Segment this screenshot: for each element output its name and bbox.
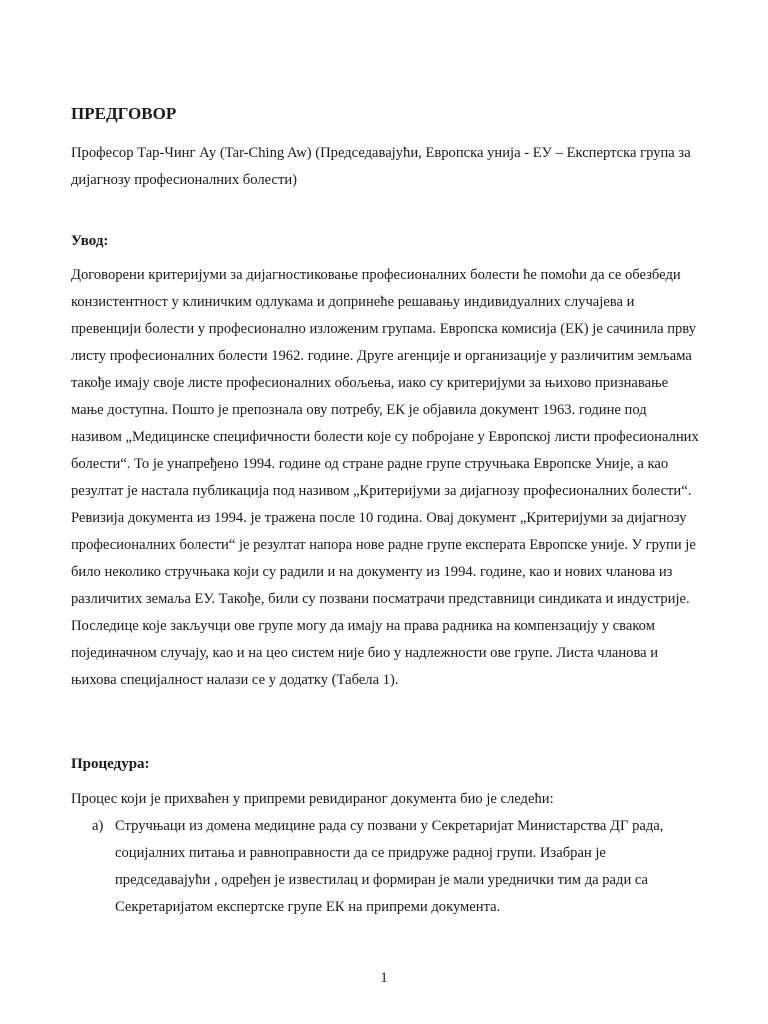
page-number: 1 [380, 970, 388, 986]
intro-paragraph: Договорени критеријуми за дијагностиковање професионалних болести ће помоћи да се обезбеди конзистентност у клиничким одлукама и допринеће решавању индивидуалних случајева и превенцији болести у професионално изложеним групама. Европска комисија (ЕК) је сачинила прву листу професионалних болести 1962. године. Друге агенције и организације у различитим земљама такође имају своје листе професионалних обољења, иако су критеријуми за њихово признавање мање доступна. Пошто је препознала ову потребу, ЕК је објавила документ 1963. године под називом „Медицинске специфичности болести које су побројане у Европској листи професионалних болести“. То је унапређено 1994. године од стране радне групе стручњака Европске Уније, а као резултат је настала публикација под називом „Критеријуми за дијагнозу професионалних болести“. Ревизија документа из 1994. је тражена после 10 година. Овај документ „Критеријуми за дијагнозу професионалних болести“ је резултат напора нове радне групе експерата Европске уније. У групи је било неколико стручњака који су радили и на документу из 1994. године, као и нових чланова из различитих земаља ЕУ. Такође, били су позвани посматрачи представници синдиката и индустрије. Последице које закључци ове групе могу да имају на права радника на компензацију у сваком појединачном случају, као и на цео систем није био у надлежности ове групе. Листа чланова и њихова специјалност налази се у додатку (Табела 1). [71, 267, 699, 688]
list-marker: a) [92, 818, 104, 834]
author-line: Професор Тар-Чинг Ау (Tar-Ching Aw) (Председавајући, Европска унија - ЕУ – Експертска група за дијагнозу професионалних болести) [71, 145, 691, 188]
list-item [92, 813, 692, 921]
procedure-heading: Процедура: [71, 756, 150, 772]
procedure-intro: Процес који је прихваћен у припреми ревидираног документа био је следећи: [71, 791, 554, 807]
list-item-text: Стручњаци из домена медицине рада су позвани у Секретаријат Министарства ДГ рада, социјалних питања и равноправности да се придруже радној групи. Изабран је председавајући , одређен је известилац и формиран је мали уреднички тим да ради са Секретаријатом експертске групе ЕК на припреми документа. [115, 818, 664, 915]
page-title: ПРЕДГОВОР [71, 104, 177, 123]
intro-heading: Увод: [71, 233, 109, 249]
procedure-list [92, 813, 692, 921]
